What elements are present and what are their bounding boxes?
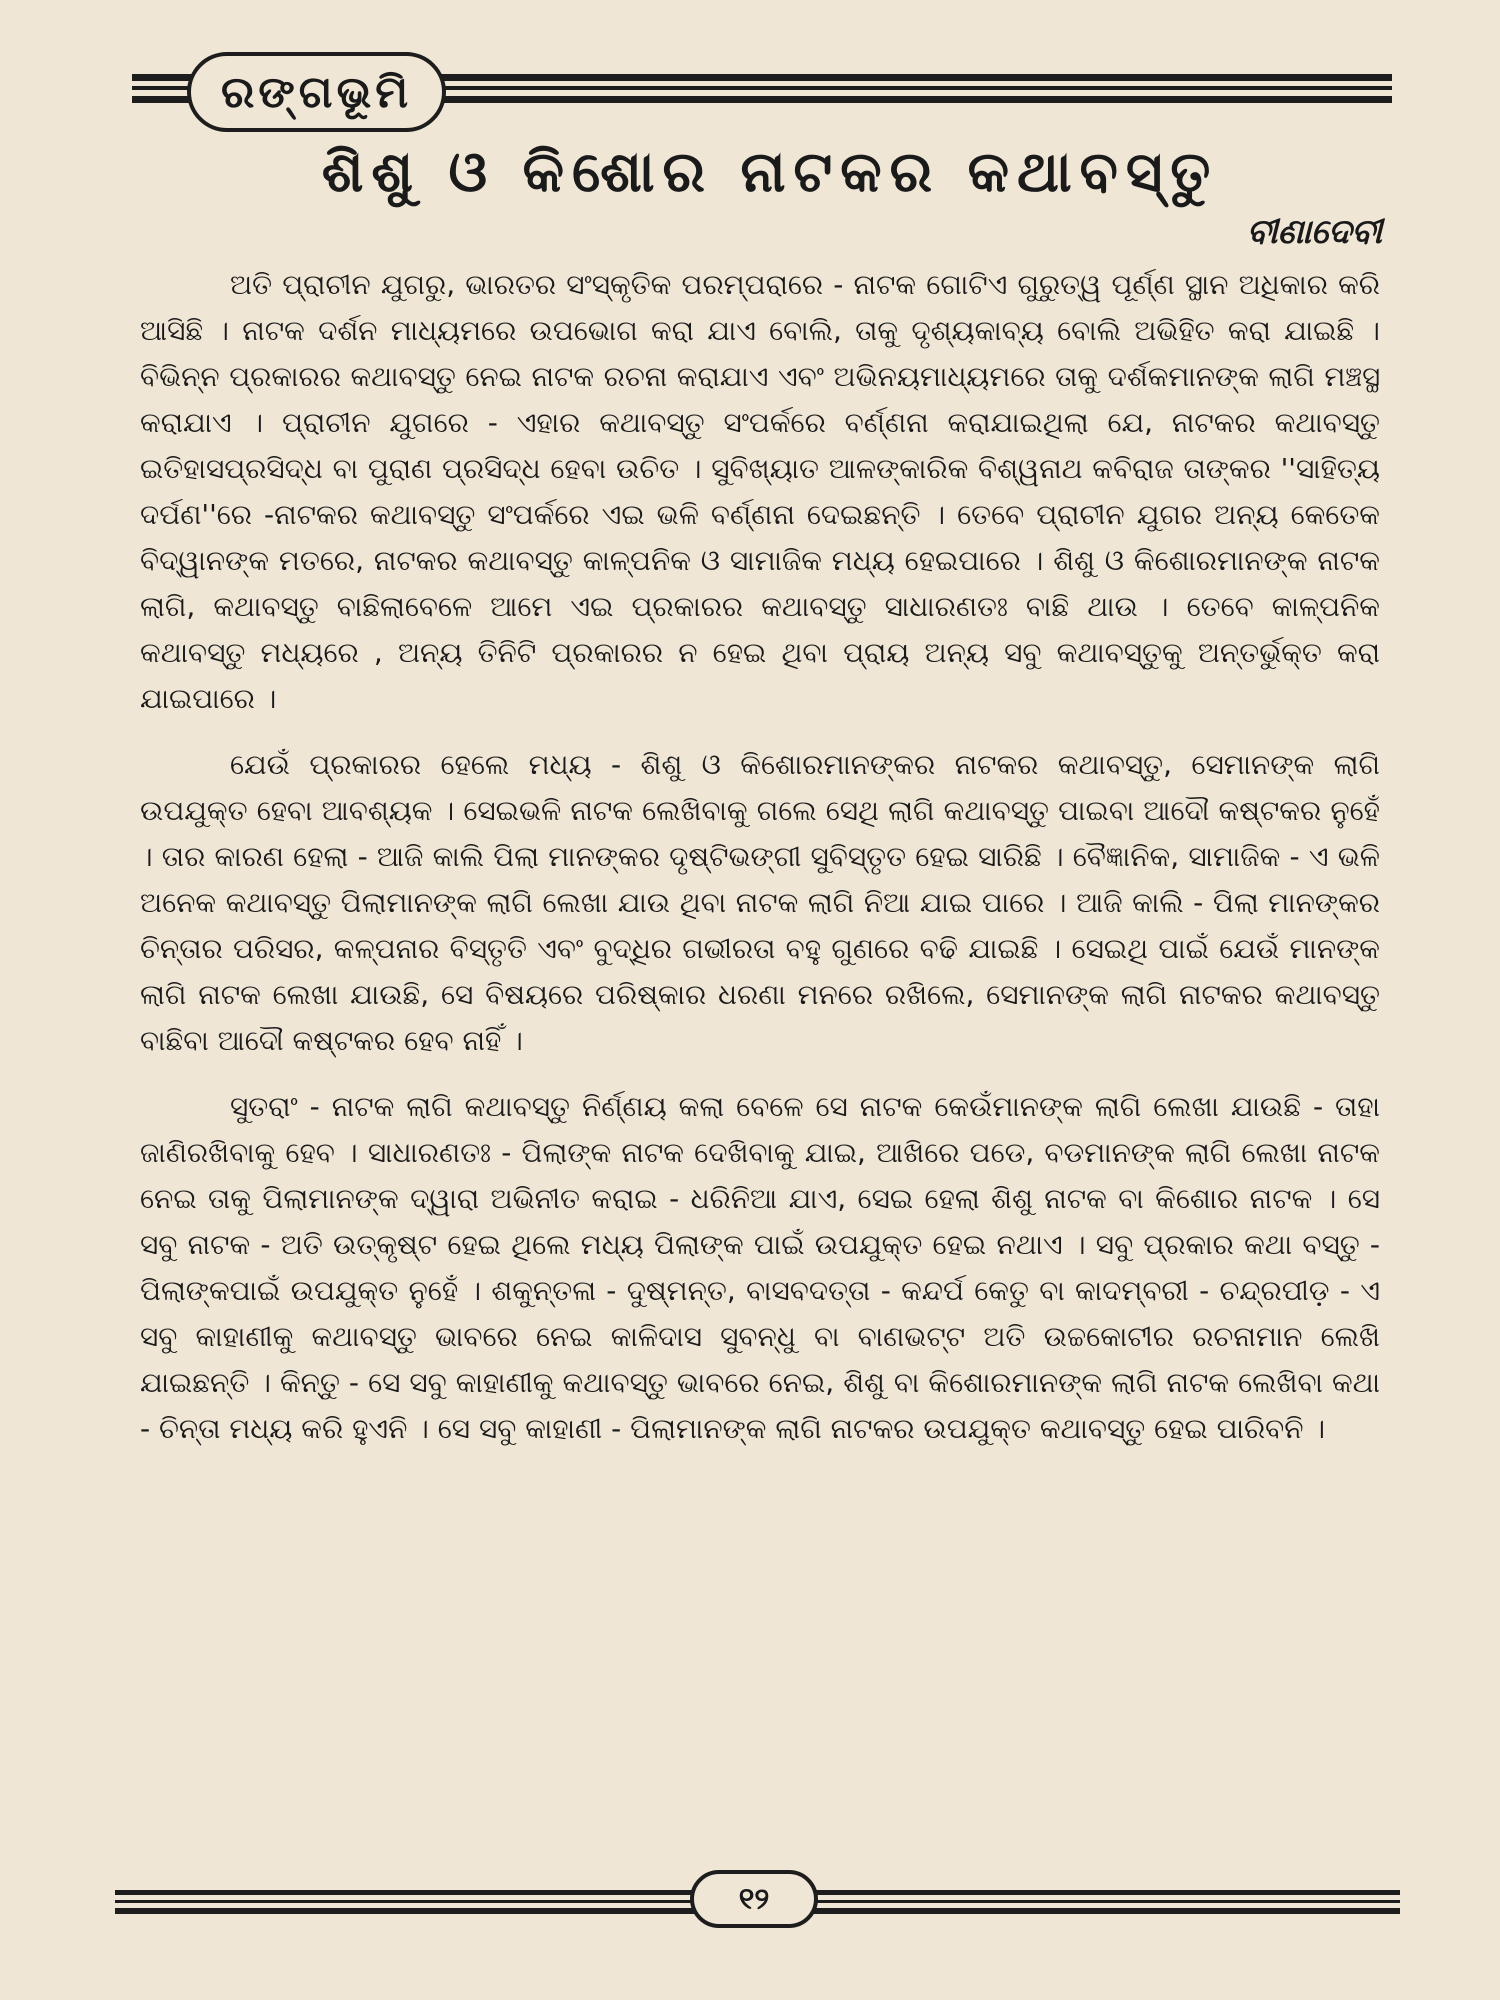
paragraph: ଅତି ପ୍ରାଚୀନ ଯୁଗରୁ, ଭାରତର ସଂସ୍କୃତିକ ପରମ୍ପରାରେ - ନାଟକ ଗୋଟିଏ ଗୁରୁତ୍ୱ ପୂର୍ଣ୍ଣ ସ୍ଥାନ ଅଧିକାର କରି ଆସିଛି । ନାଟକ ଦର୍ଶନ ମାଧ୍ୟମରେ ଉପଭୋଗ କରା ଯାଏ ବୋଲି, ତାକୁ ଦୃଶ୍ୟକାବ୍ୟ ବୋଲି ଅଭିହିତ କରା ଯାଇଛି । ବିଭିନ୍ନ ପ୍ରକାରର କଥାବସ୍ତୁ ନେଇ ନାଟକ ରଚନା କରାଯାଏ ଏବଂ ଅଭିନୟମାଧ୍ୟମରେ ତାକୁ ଦର୍ଶକମାନଙ୍କ ଲାଗି ମଞ୍ଚସ୍ଥ କରାଯାଏ । ପ୍ରାଚୀନ ଯୁଗରେ - ଏହାର କଥାବସ୍ତୁ ସଂପର୍କରେ ବର୍ଣ୍ଣନା କରାଯାଇଥିଲା ଯେ, ନାଟକର କଥାବସ୍ତୁ ଇତିହାସପ୍ରସିଦ୍ଧ ବା ପୁରାଣ ପ୍ରସିଦ୍ଧ ହେବା ଉଚିତ । ସୁବିଖ୍ୟାତ ଆଳଙ୍କାରିକ ବିଶ୍ୱନାଥ କବିରାଜ ତାଙ୍କର ''ସାହିତ୍ୟ ଦର୍ପଣ''ରେ -ନାଟକର କଥାବସ୍ତୁ ସଂପର୍କରେ ଏଇ ଭଳି ବର୍ଣ୍ଣନା ଦେଇଛନ୍ତି । ତେବେ ପ୍ରାଚୀନ ଯୁଗର ଅନ୍ୟ କେତେକ ବିଦ୍ୱାନଙ୍କ ମତରେ, ନାଟକର କଥାବସ୍ତୁ କାଳ୍ପନିକ ଓ ସାମାଜିକ ମଧ୍ୟ ହେଇପାରେ । ଶିଶୁ ଓ କିଶୋରମାନଙ୍କ ନାଟକ ଲାଗି, କଥାବସ୍ତୁ ବାଛିଲାବେଳେ ଆମେ ଏଇ ପ୍ରକାରର କଥାବସ୍ତୁ ସାଧାରଣତଃ ବାଛି ଥାଉ । ତେବେ କାଳ୍ପନିକ କଥାବସ୍ତୁ ମଧ୍ୟରେ , ଅନ୍ୟ ତିନିଟି ପ୍ରକାରର ନ ହେଇ ଥିବା ପ୍ରାୟ ଅନ୍ୟ ସବୁ କଥାବସ୍ତୁକୁ ଅନ୍ତର୍ଭୁକ୍ତ କରା ଯାଇପାରେ । — [140, 268, 1380, 715]
section-label: ରଙ୍ଗଭୂମି — [187, 52, 446, 132]
page-footer — [115, 1870, 1400, 1930]
article-body — [140, 262, 1380, 1472]
section-header — [132, 58, 1392, 130]
page-number: ୧୨ — [690, 1870, 818, 1928]
article-author: ବୀଣାଦେବୀ — [1246, 212, 1382, 252]
paragraph: ଯେଉଁ ପ୍ରକାରର ହେଲେ ମଧ୍ୟ - ଶିଶୁ ଓ କିଶୋରମାନଙ୍କର ନାଟକର କଥାବସ୍ତୁ, ସେମାନଙ୍କ ଲାଗି ଉପଯୁକ୍ତ ହେବା ଆବଶ୍ୟକ । ସେଇଭଳି ନାଟକ ଲେଖିବାକୁ ଗଲେ ସେଥି ଲାଗି କଥାବସ୍ତୁ ପାଇବା ଆଦୌ କଷ୍ଟକର ନୁହେଁ । ତାର କାରଣ ହେଲା - ଆଜି କାଲି ପିଲା ମାନଙ୍କର ଦୃଷ୍ଟିଭଙ୍ଗୀ ସୁବିସ୍ତୃତ ହେଇ ସାରିଛି । ବୈଜ୍ଞାନିକ, ସାମାଜିକ - ଏ ଭଳି ଅନେକ କଥାବସ୍ତୁ ପିଲାମାନଙ୍କ ଲାଗି ଲେଖା ଯାଉ ଥିବା ନାଟକ ଲାଗି ନିଆ ଯାଇ ପାରେ । ଆଜି କାଲି - ପିଲା ମାନଙ୍କର ଚିନ୍ତାର ପରିସର, କଳ୍ପନାର ବିସ୍ତୃତି ଏବଂ ବୁଦ୍ଧିର ଗଭୀରତା ବହୁ ଗୁଣରେ ବଢି ଯାଇଛି । ସେଇଥି ପାଇଁ ଯେଉଁ ମାନଙ୍କ ଲାଗି ନାଟକ ଲେଖା ଯାଉଛି, ସେ ବିଷୟରେ ପରିଷ୍କାର ଧରଣା ମନରେ ରଖିଲେ, ସେମାନଙ୍କ ଲାଗି ନାଟକର କଥାବସ୍ତୁ ବାଛିବା ଆଦୌ କଷ୍ଟକର ହେବ ନାହିଁ । — [140, 748, 1380, 1057]
paragraph: ସୁତରାଂ - ନାଟକ ଲାଗି କଥାବସ୍ତୁ ନିର୍ଣ୍ଣୟ କଲା ବେଳେ ସେ ନାଟକ କେଉଁମାନଙ୍କ ଲାଗି ଲେଖା ଯାଉଛି - ତାହା ଜାଣିରଖିବାକୁ ହେବ । ସାଧାରଣତଃ - ପିଲାଙ୍କ ନାଟକ ଦେଖିବାକୁ ଯାଇ, ଆଖିରେ ପଡେ, ବଡମାନଙ୍କ ଲାଗି ଲେଖା ନାଟକ ନେଇ ତାକୁ ପିଲାମାନଙ୍କ ଦ୍ୱାରା ଅଭିନୀତ କରାଇ - ଧରିନିଆ ଯାଏ, ସେଇ ହେଲା ଶିଶୁ ନାଟକ ବା କିଶୋର ନାଟକ । ସେ ସବୁ ନାଟକ - ଅତି ଉତ୍କୃଷ୍ଟ ହେଇ ଥିଲେ ମଧ୍ୟ ପିଲାଙ୍କ ପାଇଁ ଉପଯୁକ୍ତ ହେଇ ନଥାଏ । ସବୁ ପ୍ରକାର କଥା ବସ୍ତୁ - ପିଲାଙ୍କପାଇଁ ଉପଯୁକ୍ତ ନୁହେଁ । ଶକୁନ୍ତଳା - ଦୁଷ୍ମନ୍ତ, ବାସବଦତ୍ତା - କନ୍ଦର୍ପ କେତୁ ବା କାଦମ୍ବରୀ - ଚନ୍ଦ୍ରପୀଡ଼ - ଏ ସବୁ କାହାଣୀକୁ କଥାବସ୍ତୁ ଭାବରେ ନେଇ କାଳିଦାସ ସୁବନ୍ଧୁ ବା ବାଣଭଟ୍ଟ ଅତି ଉଚ୍ଚକୋଟୀର ରଚନାମାନ ଲେଖି ଯାଇଛନ୍ତି । କିନ୍ତୁ - ସେ ସବୁ କାହାଣୀକୁ କଥାବସ୍ତୁ ଭାବରେ ନେଇ, ଶିଶୁ ବା କିଶୋରମାନଙ୍କ ଲାଗି ନାଟକ ଲେଖିବା କଥା - ଚିନ୍ତା ମଧ୍ୟ କରି ହୁଏନି । ସେ ସବୁ କାହାଣୀ - ପିଲାମାନଙ୍କ ଲାଗି ନାଟକର ଉପଯୁକ୍ତ କଥାବସ୍ତୁ ହେଇ ପାରିବନି । — [140, 1090, 1380, 1445]
article-title: ଶିଶୁ ଓ କିଶୋର ନାଟକର କଥାବସ୍ତୁ — [321, 140, 1219, 205]
